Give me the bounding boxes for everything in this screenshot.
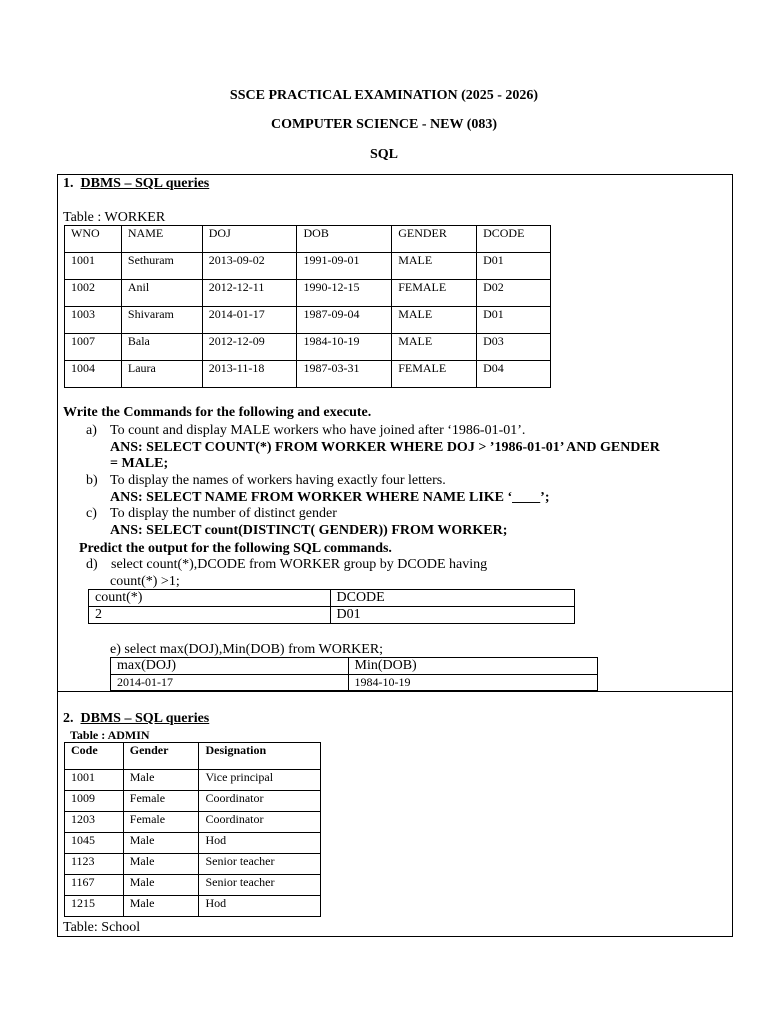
table-cell: FEMALE	[392, 361, 477, 388]
section-2-number: 2.	[63, 711, 74, 726]
table-cell: Male	[123, 896, 199, 917]
table-cell: FEMALE	[392, 280, 477, 307]
table-row	[65, 833, 321, 854]
header-cell: Code	[65, 743, 124, 770]
table-cell: 1987-09-04	[297, 307, 392, 334]
table-cell: 1003	[65, 307, 122, 334]
school-table-caption: Table: School	[63, 920, 141, 935]
table-row	[89, 607, 575, 624]
answer-b: ANS: SELECT NAME FROM WORKER WHERE NAME LIKE ‘____’;	[110, 490, 550, 505]
table-cell: 1991-09-01	[297, 253, 392, 280]
table-cell: 1007	[65, 334, 122, 361]
question-d-text2: count(*) >1;	[110, 574, 180, 589]
table-cell: Sethuram	[121, 253, 202, 280]
header-cell: DCODE	[330, 590, 575, 607]
table-row	[65, 791, 321, 812]
table-cell: 1984-10-19	[348, 675, 598, 691]
answer-a-line2: = MALE;	[110, 456, 169, 471]
table-row	[65, 854, 321, 875]
predict-heading: Predict the output for the following SQL commands.	[79, 541, 392, 556]
table-cell: Coordinator	[199, 812, 321, 833]
table-cell: 2014-01-17	[111, 675, 349, 691]
table-header-row	[65, 226, 551, 253]
answer-a-line1: ANS: SELECT COUNT(*) FROM WORKER WHERE DOJ > ’1986-01-01’ AND GENDER	[110, 440, 660, 455]
question-d-label: d)	[86, 557, 98, 572]
table-cell: Male	[123, 854, 199, 875]
table-row	[65, 770, 321, 791]
table-cell: 2012-12-11	[202, 280, 297, 307]
group-output-table	[88, 589, 575, 624]
table-cell: 2012-12-09	[202, 334, 297, 361]
table-cell: 1987-03-31	[297, 361, 392, 388]
subject-title: COMPUTER SCIENCE - NEW (083)	[270, 117, 498, 132]
admin-table	[64, 742, 321, 917]
table-cell: D01	[330, 607, 575, 624]
table-cell: Hod	[199, 896, 321, 917]
question-a-label: a)	[86, 423, 97, 438]
section-1-heading	[63, 176, 209, 192]
header-cell: DOB	[297, 226, 392, 253]
table-cell: 1001	[65, 770, 124, 791]
table-cell: D01	[477, 253, 551, 280]
table-row	[65, 896, 321, 917]
table-header-row	[89, 590, 575, 607]
table-cell: Hod	[199, 833, 321, 854]
table-cell: Male	[123, 833, 199, 854]
table-cell: 1009	[65, 791, 124, 812]
section-2-heading	[63, 711, 209, 727]
table-cell: Anil	[121, 280, 202, 307]
header-cell: count(*)	[89, 590, 331, 607]
table-cell: 1002	[65, 280, 122, 307]
table-cell: Female	[123, 791, 199, 812]
table-cell: 1990-12-15	[297, 280, 392, 307]
table-cell: 1004	[65, 361, 122, 388]
table-cell: Female	[123, 812, 199, 833]
header-cell: Designation	[199, 743, 321, 770]
table-cell: Vice principal	[199, 770, 321, 791]
section-1-title: DBMS – SQL queries	[80, 176, 210, 191]
exam-title: SSCE PRACTICAL EXAMINATION (2025 - 2026)	[229, 88, 539, 103]
table-cell: 1045	[65, 833, 124, 854]
section-2-title: DBMS – SQL queries	[80, 711, 210, 726]
table-cell: Shivaram	[121, 307, 202, 334]
table-cell: 1215	[65, 896, 124, 917]
table-row	[111, 675, 598, 691]
table-row	[65, 812, 321, 833]
minmax-output-table	[110, 657, 598, 691]
table-cell: Laura	[121, 361, 202, 388]
header-cell: Min(DOB)	[348, 658, 598, 675]
answer-c: ANS: SELECT count(DISTINCT( GENDER)) FROM WORKER;	[110, 523, 508, 538]
table-cell: 1001	[65, 253, 122, 280]
question-c-label: c)	[86, 506, 97, 521]
table-cell: 1123	[65, 854, 124, 875]
topic-title: SQL	[369, 147, 398, 162]
table-cell: 2013-11-18	[202, 361, 297, 388]
table-cell: MALE	[392, 253, 477, 280]
table-header-row	[111, 658, 598, 675]
table-cell: 2014-01-17	[202, 307, 297, 334]
table-cell: D02	[477, 280, 551, 307]
table-row	[65, 253, 551, 280]
table-cell: Male	[123, 875, 199, 896]
table-cell: MALE	[392, 334, 477, 361]
table-cell: 2013-09-02	[202, 253, 297, 280]
table-cell: Male	[123, 770, 199, 791]
worker-table	[64, 225, 551, 388]
header-cell: DCODE	[477, 226, 551, 253]
worker-table-caption: Table : WORKER	[63, 210, 166, 225]
table-cell: MALE	[392, 307, 477, 334]
table-header-row	[65, 743, 321, 770]
table-cell: 1984-10-19	[297, 334, 392, 361]
table-row	[65, 361, 551, 388]
section-1-number: 1.	[63, 176, 74, 191]
question-b-text: To display the names of workers having exactly four letters.	[110, 473, 446, 488]
table-cell: Coordinator	[199, 791, 321, 812]
question-b-label: b)	[86, 473, 98, 488]
table-cell: Bala	[121, 334, 202, 361]
table-cell: D01	[477, 307, 551, 334]
question-a-text: To count and display MALE workers who have joined after ‘1986-01-01’.	[110, 423, 526, 438]
header-cell: Gender	[123, 743, 199, 770]
question-e-text: e) select max(DOJ),Min(DOB) from WORKER;	[110, 642, 384, 657]
header-cell: WNO	[65, 226, 122, 253]
header-cell: max(DOJ)	[111, 658, 349, 675]
header-cell: GENDER	[392, 226, 477, 253]
commands-heading: Write the Commands for the following and execute.	[63, 405, 372, 420]
table-cell: 2	[89, 607, 331, 624]
question-d-text1: select count(*),DCODE from WORKER group by DCODE having	[111, 557, 488, 572]
admin-table-caption: Table : ADMIN	[70, 728, 150, 742]
table-cell: Senior teacher	[199, 854, 321, 875]
header-cell: DOJ	[202, 226, 297, 253]
table-cell: 1203	[65, 812, 124, 833]
table-cell: Senior teacher	[199, 875, 321, 896]
table-row	[65, 280, 551, 307]
table-row	[65, 875, 321, 896]
table-cell: D03	[477, 334, 551, 361]
table-row	[65, 307, 551, 334]
table-row	[65, 334, 551, 361]
table-cell: D04	[477, 361, 551, 388]
table-cell: 1167	[65, 875, 124, 896]
header-cell: NAME	[121, 226, 202, 253]
question-c-text: To display the number of distinct gender	[110, 506, 337, 521]
